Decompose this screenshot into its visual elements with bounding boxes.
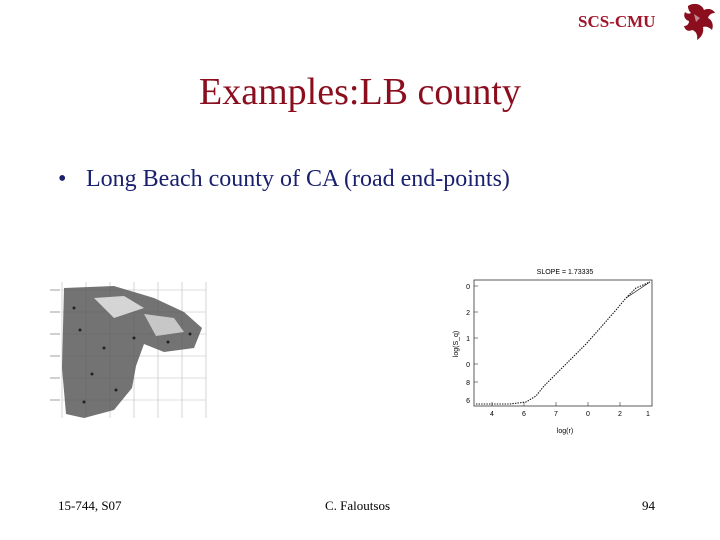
bullet-text: Long Beach county of CA (road end-points)	[86, 166, 510, 192]
loglog-plot	[440, 262, 666, 440]
footer-page-number: 94	[642, 498, 655, 513]
ytick-label: 1	[466, 336, 470, 343]
slide-title: Examples:LB county	[199, 71, 521, 113]
scatter-map-figure	[44, 278, 210, 426]
footer-author: C. Faloutsos	[325, 498, 391, 513]
ytick-label: 6	[466, 398, 470, 405]
xtick-label: 7	[554, 411, 558, 418]
xtick-label: 0	[586, 411, 590, 418]
ytick-label: 0	[466, 362, 470, 369]
xtick-label: 1	[646, 411, 650, 418]
xtick-label: 6	[522, 411, 526, 418]
plot-title: SLOPE = 1.73335	[536, 269, 594, 276]
griffin-logo-icon	[680, 0, 720, 42]
xtick-label: 4	[490, 411, 494, 418]
plot-frame	[474, 280, 652, 406]
brand-label: SCS-CMU	[578, 12, 656, 31]
ytick-label: 8	[466, 380, 470, 387]
ytick-label: 2	[466, 310, 470, 317]
plot-ylabel: log(S_q)	[453, 330, 460, 358]
footer-course: 15-744, S07	[58, 498, 122, 513]
bullet-item	[58, 166, 510, 193]
plot-xlabel: log(r)	[556, 428, 574, 435]
ytick-label: 0	[466, 284, 470, 291]
bullet-symbol: •	[58, 166, 67, 192]
xtick-label: 2	[618, 411, 622, 418]
